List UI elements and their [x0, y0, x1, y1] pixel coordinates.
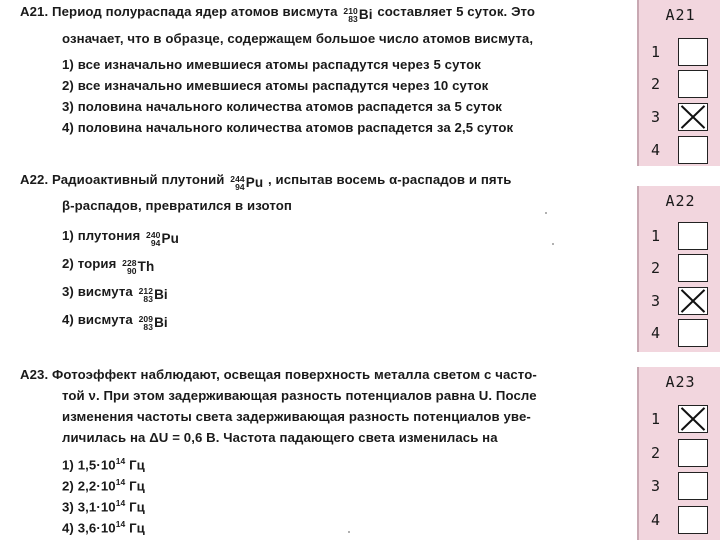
answer-number: 2	[651, 75, 661, 93]
option-value: 3) 3,1·10	[62, 499, 116, 515]
q21-line-2: означает, что в образце, содержащем большое число атомов висмута,	[62, 31, 534, 46]
option-text: 1) плутония	[62, 228, 141, 243]
answer-checkbox[interactable]	[678, 319, 708, 347]
mass-number: 209	[138, 313, 154, 324]
atomic-number: 83	[348, 13, 358, 24]
option-text: 3) висмута	[62, 284, 133, 299]
element-symbol: Th	[137, 259, 155, 275]
mass-number: 210	[343, 5, 358, 16]
option-nuclide	[139, 314, 168, 331]
answer-panel-a21	[637, 0, 720, 166]
answer-number: 4	[651, 324, 661, 342]
q22-option-1	[62, 228, 180, 247]
scan-speck	[545, 212, 547, 214]
answer-checkbox[interactable]	[678, 472, 708, 500]
q21-option-2: 2) все изначально имевшиеся атомы распадутся через 10 суток	[62, 78, 489, 93]
element-symbol: Bi	[358, 7, 373, 23]
scan-speck	[552, 243, 554, 245]
answer-panel-title: А21	[665, 6, 696, 24]
q21-line-1	[20, 4, 535, 23]
q21-text-1a: Период полураспада ядер атомов висмута	[52, 4, 338, 19]
q23-option-1	[62, 456, 145, 472]
option-unit: Гц	[125, 499, 145, 515]
option-value: 4) 3,6·10	[62, 520, 116, 536]
q22-option-3	[62, 284, 169, 303]
answer-number: 4	[651, 511, 661, 529]
answer-panel-title: А23	[665, 373, 696, 391]
q23-label: А23.	[20, 367, 49, 382]
q23-line-4: личилась на ΔU = 0,6 В. Частота падающего света изменилась на	[62, 430, 498, 445]
answer-panel-a23	[637, 367, 720, 540]
scan-speck	[348, 531, 350, 533]
element-symbol: Pu	[161, 231, 179, 247]
q21-label: А21.	[20, 4, 49, 19]
q23-line-2: той ν. При этом задерживающая разность потенциалов равна U. После	[62, 388, 537, 403]
q23-line-3: изменения частоты света задерживающая разность потенциалов уве-	[62, 409, 531, 424]
answer-number: 1	[651, 43, 661, 61]
q21-option-1: 1) все изначально имевшиеся атомы распадутся через 5 суток	[62, 57, 481, 72]
q21-nuclide	[343, 6, 372, 23]
q21-option-3: 3) половина начального количества атомов распадется за 5 суток	[62, 99, 502, 114]
answer-checkbox-marked[interactable]	[678, 287, 708, 315]
q23-option-3	[62, 498, 145, 514]
q23-text-1: Фотоэффект наблюдают, освещая поверхность металла светом с часто-	[52, 367, 537, 382]
option-text: 2) тория	[62, 256, 117, 271]
q22-option-4	[62, 312, 169, 331]
answer-number: 1	[651, 227, 661, 245]
option-value: 2) 2,2·10	[62, 478, 116, 494]
option-value: 1) 1,5·10	[62, 457, 116, 473]
element-symbol: Bi	[154, 287, 168, 303]
option-exponent: 14	[115, 519, 126, 529]
option-unit: Гц	[125, 478, 145, 494]
answer-checkbox[interactable]	[678, 439, 708, 467]
option-nuclide	[146, 230, 179, 247]
answer-checkbox[interactable]	[678, 38, 708, 66]
answer-checkbox[interactable]	[678, 70, 708, 98]
answer-checkbox[interactable]	[678, 254, 708, 282]
option-text: 4) висмута	[62, 312, 133, 327]
answer-checkbox-marked[interactable]	[678, 103, 708, 131]
mass-number: 212	[138, 285, 154, 296]
q21-text-1b: составляет 5 суток. Это	[377, 4, 536, 19]
option-unit: Гц	[125, 457, 145, 473]
element-symbol: Pu	[245, 175, 264, 191]
q22-text-1a: Радиоактивный плутоний	[52, 172, 225, 187]
atomic-number: 94	[150, 237, 161, 248]
q23-option-4	[62, 519, 145, 535]
answer-checkbox-marked[interactable]	[678, 405, 708, 433]
q22-option-2	[62, 256, 155, 275]
q22-nuclide	[230, 174, 263, 191]
atomic-number: 83	[143, 321, 154, 332]
element-symbol: Bi	[154, 315, 168, 331]
atomic-number: 90	[126, 265, 137, 276]
answer-checkbox[interactable]	[678, 506, 708, 534]
q21-option-4: 4) половина начального количества атомов распадется за 2,5 суток	[62, 120, 514, 135]
option-nuclide	[122, 258, 154, 275]
answer-number: 3	[651, 477, 661, 495]
mass-number: 228	[122, 257, 137, 268]
q22-line-1	[20, 172, 512, 191]
answer-number: 3	[651, 108, 661, 126]
answer-number: 2	[651, 444, 661, 462]
option-exponent: 14	[115, 456, 126, 466]
answer-number: 3	[651, 292, 661, 310]
answer-number: 2	[651, 259, 661, 277]
q23-option-2	[62, 477, 145, 493]
atomic-number: 83	[143, 293, 154, 304]
option-nuclide	[139, 286, 168, 303]
q22-line-2: β-распадов, превратился в изотоп	[62, 198, 292, 213]
q22-text-1b: , испытав восемь α-распадов и пять	[267, 172, 512, 187]
q23-line-1	[20, 367, 537, 382]
answer-panel-title: А22	[665, 192, 696, 210]
answer-number: 1	[651, 410, 661, 428]
option-exponent: 14	[115, 477, 126, 487]
answer-number: 4	[651, 141, 661, 159]
mass-number: 240	[146, 229, 161, 240]
option-exponent: 14	[115, 498, 126, 508]
atomic-number: 94	[235, 181, 245, 192]
answer-panel-a22	[637, 186, 720, 352]
answer-checkbox[interactable]	[678, 136, 708, 164]
mass-number: 244	[230, 173, 245, 184]
option-unit: Гц	[125, 520, 145, 536]
answer-checkbox[interactable]	[678, 222, 708, 250]
q22-label: А22.	[20, 172, 49, 187]
